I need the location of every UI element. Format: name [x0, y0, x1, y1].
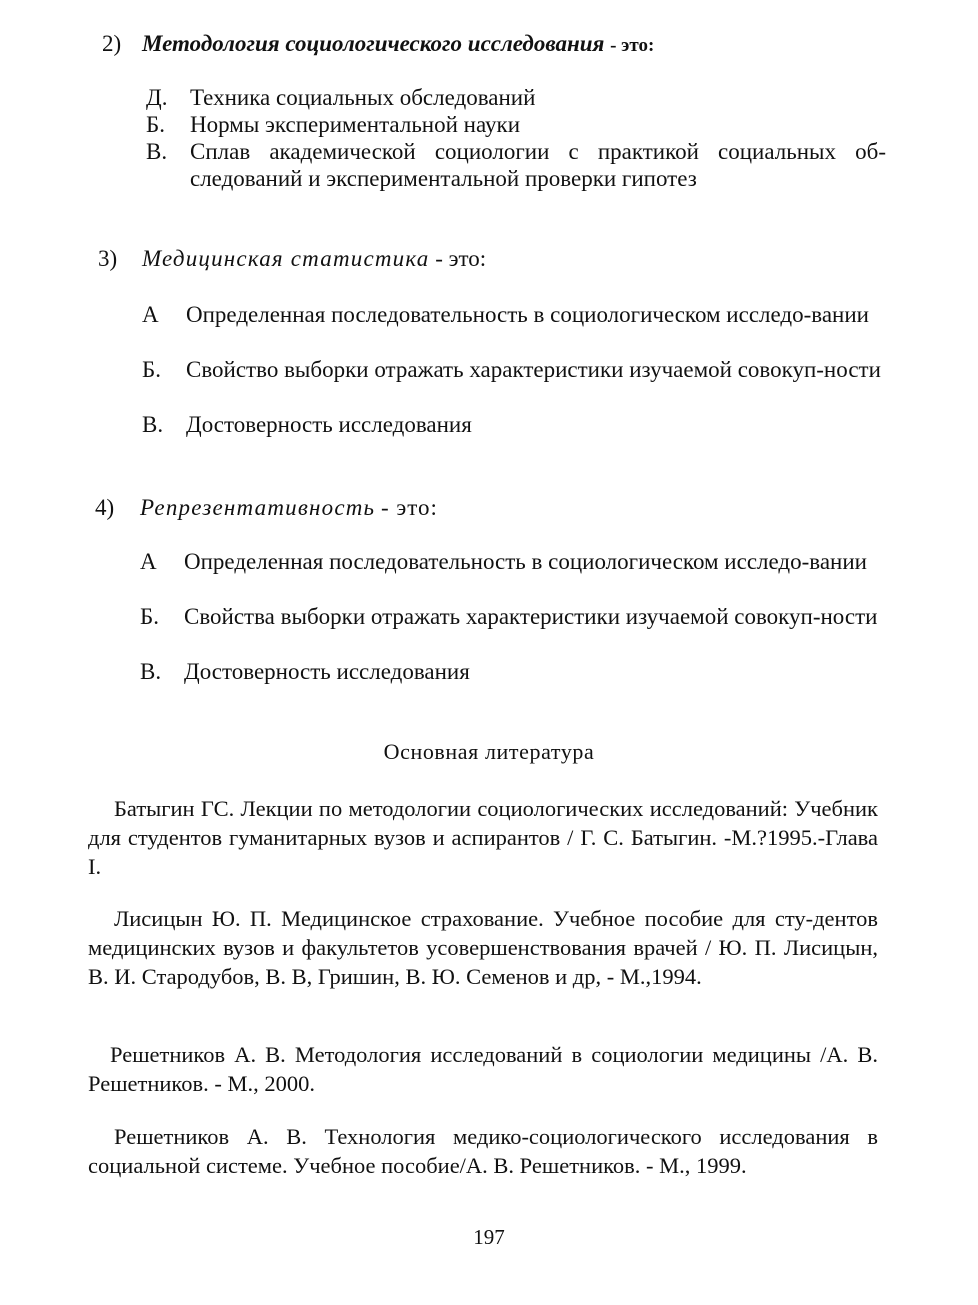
option-text: Достоверность исследования	[186, 412, 472, 437]
option-text: Нормы экспериментальной науки	[190, 112, 521, 137]
option-letter: В.	[142, 412, 164, 437]
question-2-option-a	[146, 84, 886, 111]
question-4-option-c	[140, 658, 882, 685]
option-text: Свойство выборки отражать характеристики изучаемой совокуп-ности	[186, 357, 881, 382]
option-text: Сплав академической социологии с практикой социальных об-следований и экспериментальной проверки гипотез	[190, 139, 886, 191]
reference-item: Батыгин ГС. Лекции по методологии социологических исследований: Учебник для студентов гуманитарных вузов и аспирантов / Г. С. Батыгин. -М.?1995.-Глава I.	[88, 796, 878, 879]
question-suffix: - это:	[380, 495, 438, 520]
question-4-option-b	[140, 603, 882, 657]
option-letter: А	[142, 302, 159, 327]
option-text: Определенная последовательность в социологическом исследо-вании	[186, 302, 869, 327]
reference-item: Лисицын Ю. П. Медицинское страхование. Учебное пособие для сту-дентов медицинских вузов и факультетов усовершенствования врачей / Ю. П. Лисицын, В. И. Стародубов, В. В, Гришин, В. Ю. Семенов и др, - М.,1994.	[88, 906, 878, 989]
question-4-stem	[95, 494, 438, 522]
question-term: Методология социологического исследования	[142, 31, 605, 56]
option-letter: Д.	[146, 85, 168, 110]
option-letter: Б.	[140, 604, 159, 629]
question-3-option-c	[142, 411, 884, 438]
question-2-stem	[102, 30, 654, 60]
question-number: 2)	[102, 31, 122, 56]
reference-item: Решетников А. В. Технология медико-социологического исследования в социальной системе. Учебное пособие/А. В. Решетников. - М., 1999.	[88, 1124, 878, 1178]
option-text: Свойства выборки отражать характеристики изучаемой совокуп-ности	[184, 604, 878, 629]
question-term: Медицинская статистика	[142, 246, 430, 271]
question-number: 4)	[95, 495, 115, 520]
option-text: Техника социальных обследований	[190, 85, 536, 110]
question-3-option-a	[142, 301, 884, 355]
option-text: Достоверность исследования	[184, 659, 470, 684]
reference-item: Решетников А. В. Методология исследований в социологии медицины /А. В. Решетников. - М., 2000.	[88, 1042, 878, 1096]
option-letter: В.	[146, 139, 168, 164]
option-letter: Б.	[146, 112, 165, 137]
question-2-option-c	[146, 138, 886, 192]
option-letter: Б.	[142, 357, 161, 382]
question-2-option-b	[146, 111, 886, 138]
question-number: 3)	[98, 246, 118, 271]
option-letter: А	[140, 549, 157, 574]
question-3-stem	[98, 245, 486, 273]
question-4-option-a	[140, 548, 882, 602]
question-term: Репрезентативность	[140, 495, 376, 520]
option-text: Определенная последовательность в социологическом исследо-вании	[184, 549, 867, 574]
question-suffix: - это:	[610, 35, 655, 56]
question-3-option-b	[142, 356, 884, 410]
literature-heading: Основная литература	[383, 739, 595, 764]
option-letter: В.	[140, 659, 162, 684]
question-suffix: - это:	[435, 246, 487, 271]
page-number: 197	[473, 1225, 505, 1249]
